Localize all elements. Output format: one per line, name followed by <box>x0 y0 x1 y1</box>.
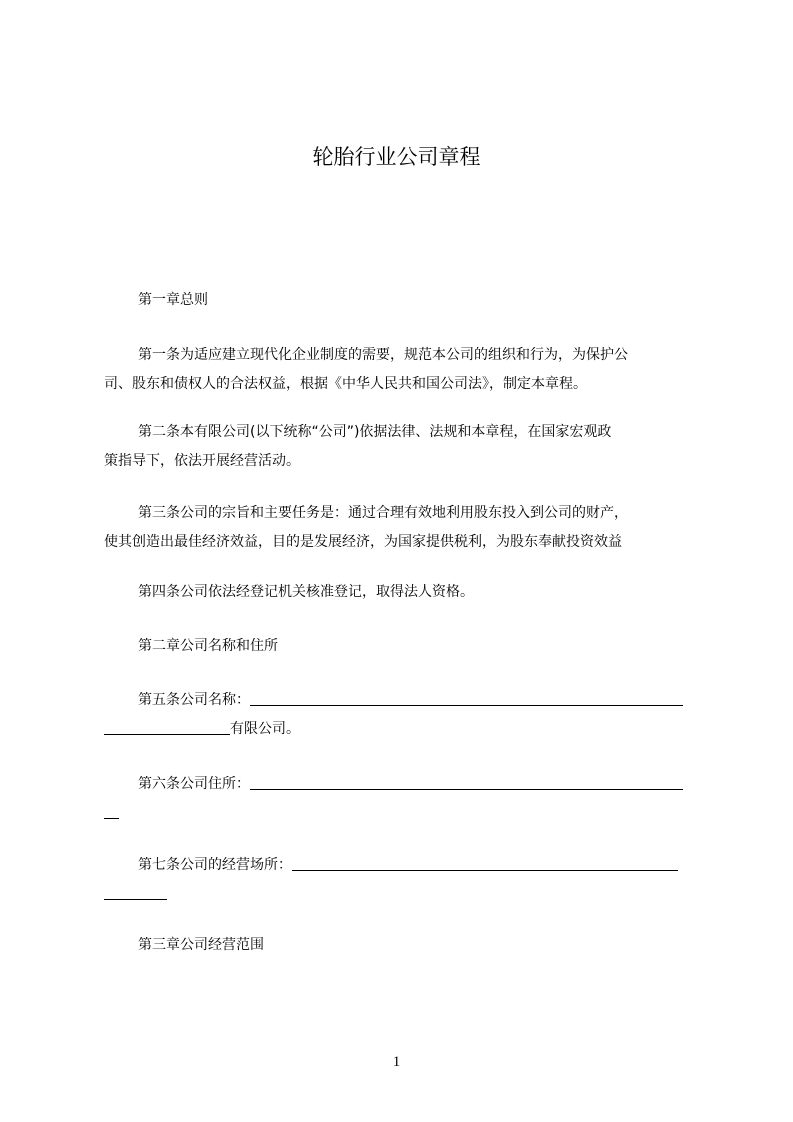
article-3-line-2: 使其创造出最佳经济效益，目的是发展经济，为国家提供税利，为股东奉献投资效益 <box>104 534 622 550</box>
document-title: 轮胎行业公司章程 <box>312 145 481 169</box>
article-7-label: 第七条公司的经营场所： <box>138 857 292 873</box>
chapter-heading-2: 第二章公司名称和住所 <box>138 638 278 654</box>
article-3-line-1: 第三条公司的宗旨和主要任务是：通过合理有效地利用股东投入到公司的财产， <box>138 505 628 521</box>
company-name-blank-continued[interactable] <box>104 720 230 735</box>
article-1-line-1: 第一条为适应建立现代化企业制度的需要，规范本公司的组织和行为，为保护公 <box>138 347 628 363</box>
article-7-line-2 <box>104 880 702 909</box>
article-2 <box>104 418 702 476</box>
article-6 <box>104 770 702 828</box>
article-5-line-2 <box>104 715 702 744</box>
article-6-line-2 <box>104 799 702 828</box>
company-name-blank[interactable] <box>250 691 683 706</box>
chapter-heading-1: 第一章总则 <box>138 292 208 308</box>
article-7-line-1 <box>104 851 702 880</box>
article-5-label: 第五条公司名称： <box>138 692 250 708</box>
article-2-line-2: 策指导下，依法开展经营活动。 <box>104 453 300 469</box>
page-number: 1 <box>392 1054 401 1070</box>
article-4: 第四条公司依法经登记机关核准登记，取得法人资格。 <box>138 584 474 600</box>
article-6-label: 第六条公司住所： <box>138 776 250 792</box>
article-5-suffix: 有限公司。 <box>230 721 300 737</box>
article-6-line-1 <box>104 770 702 799</box>
business-premises-blank[interactable] <box>292 856 678 871</box>
article-1-line-2: 司、股东和债权人的合法权益，根据《中华人民共和国公司法》，制定本章程。 <box>104 376 587 392</box>
article-1 <box>104 341 702 399</box>
article-2-line-1: 第二条本有限公司(以下统称“公司”)依据法律、法规和本章程，在国家宏观政 <box>138 424 612 440</box>
article-3 <box>104 499 702 557</box>
article-5-line-1 <box>104 686 702 715</box>
chapter-heading-3: 第三章公司经营范围 <box>138 937 264 953</box>
article-7 <box>104 851 702 909</box>
article-5 <box>104 686 702 744</box>
company-address-blank-continued[interactable] <box>104 804 119 819</box>
company-address-blank[interactable] <box>250 775 683 790</box>
business-premises-blank-continued[interactable] <box>104 885 167 900</box>
